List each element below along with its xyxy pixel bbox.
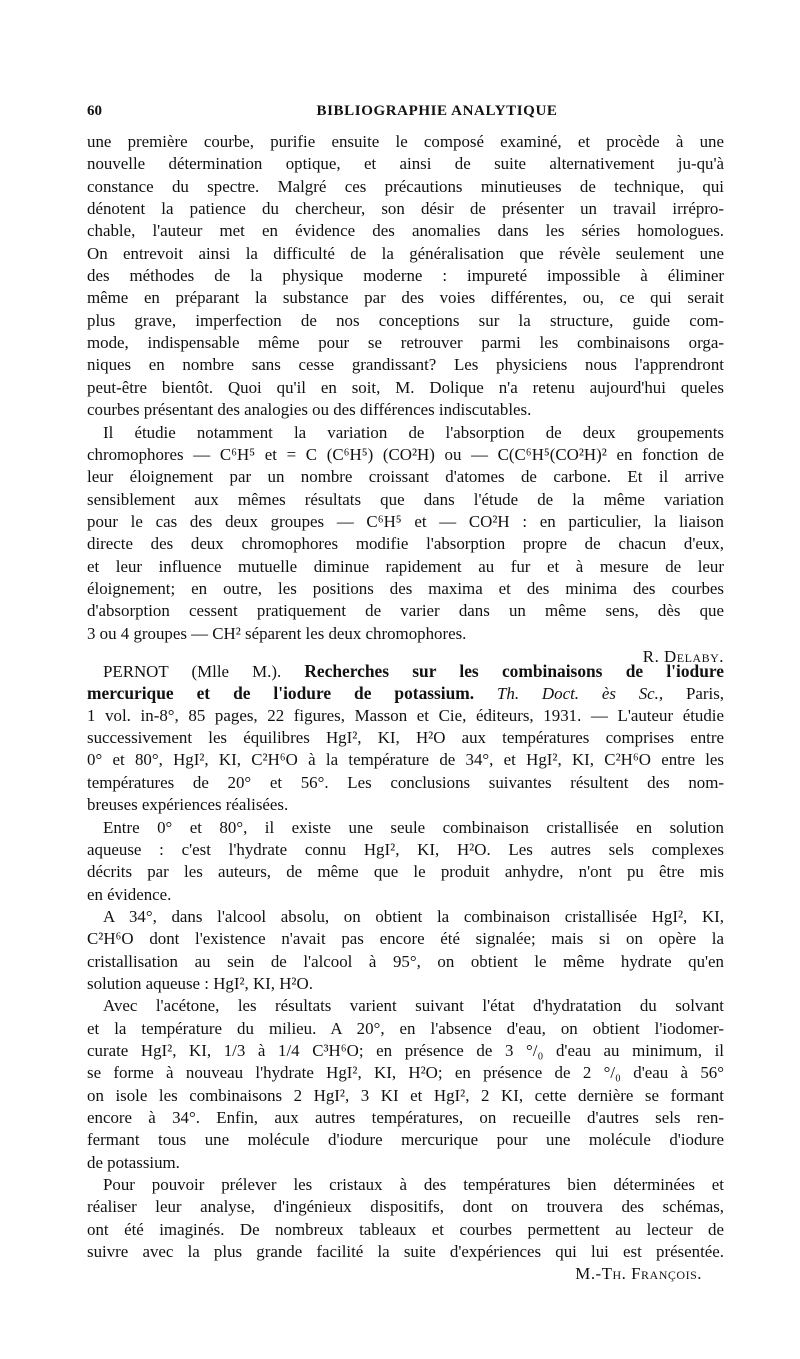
text-line: C²H⁶O dont l'existence n'avait pas encore été signalée; mais si on opère la	[87, 929, 724, 949]
reviewer-signature: R. Delaby.	[642, 647, 724, 666]
text-line: 3 ou 4 groupes — CH² séparent les deux chromophores.	[87, 623, 467, 643]
text-line: on isole les combinaisons 2 HgI², 3 KI et HgI², 2 KI, cette dernière se formant	[87, 1085, 724, 1105]
text-line: breuses expériences réalisées.	[87, 795, 289, 815]
text-line: et la température du milieu. A 20°, en l'absence d'eau, on obtient l'iodomer-	[87, 1018, 724, 1038]
text-line: ont été imaginés. De nombreux tableaux et courbes permettent au lecteur de	[87, 1219, 724, 1239]
text-line: même en préparant la substance par des voies différentes, ou, ce qui serait	[87, 288, 724, 308]
text-line: niques en nombre sans cesse grandissant? Les physiciens nous l'apprendront	[87, 355, 724, 375]
text-line: constance du spectre. Malgré ces précautions minutieuses de technique, qui	[87, 176, 724, 196]
text-line: températures de 20° et 56°. Les conclusions suivantes résultent des nom-	[87, 772, 724, 792]
text-line: Il étudie notamment la variation de l'absorption de deux groupements	[103, 422, 724, 442]
text-line: des méthodes de la physique moderne : impureté impossible à éliminer	[87, 266, 724, 286]
review-title-continued: mercurique et de l'iodure de potassium.	[87, 683, 475, 704]
publication-place: Paris,	[686, 684, 725, 704]
text-line: d'absorption cessent pratiquement de varier dans un même sens, dès que	[87, 601, 724, 621]
review-author: PERNOT (Mlle M.).	[103, 662, 282, 681]
text-line: Avec l'acétone, les résultats varient suivant l'état d'hydratation du solvant	[103, 996, 724, 1016]
citation-line	[87, 660, 724, 682]
text-line: en évidence.	[87, 884, 172, 904]
text-line: Pour pouvoir prélever les cristaux à des températures bien déterminées et	[103, 1175, 724, 1195]
text-line: solution aqueuse : HgI², KI, H²O.	[87, 973, 313, 993]
text-line: A 34°, dans l'alcool absolu, on obtient la combinaison cristallisée HgI², KI,	[103, 906, 724, 926]
text-line: pour le cas des deux groupes — C⁶H⁵ et — CO²H : en particulier, la liaison	[87, 511, 724, 531]
reviewer-signature: M.-Th. François.	[575, 1264, 702, 1284]
review-2-paragraph-2	[87, 817, 724, 906]
text-line: nouvelle détermination optique, et ainsi de suite alternativement ju-qu'à	[87, 154, 724, 174]
text-line: aqueuse : c'est l'hydrate connu HgI², KI, H²O. Les autres sels complexes	[87, 839, 724, 859]
text-line: encore à 34°. Enfin, aux autres températures, on recueille d'autres sels ren-	[87, 1108, 724, 1128]
text-line: se forme à nouveau l'hydrate HgI², KI, H²O; en présence de 2 °/₀ d'eau à 56°	[87, 1063, 724, 1083]
text-line: 0° et 80°, HgI², KI, C²H⁶O à la température de 34°, et HgI², KI, C²H⁶O entre les	[87, 750, 724, 770]
text-line: leur éloignement par un nombre croissant d'atomes de carbone. Et il arrive	[87, 467, 724, 487]
thesis-label: Th. Doct. ès Sc.,	[497, 684, 664, 704]
text-line: suivre avec la plus grande facilité la suite d'expériences qui lui est présentée.	[87, 1242, 724, 1262]
review-1-paragraph-2	[87, 422, 724, 645]
review-2-paragraph-3	[87, 906, 724, 995]
text-line: curate HgI², KI, 1/3 à 1/4 C³H⁶O; en présence de 3 °/₀ d'eau au minimum, il	[87, 1040, 724, 1060]
text-line: peut-être bientôt. Quoi qu'il en soit, M. Dolique n'a retenu aujourd'hui queles	[87, 377, 724, 397]
text-line: 1 vol. in-8°, 85 pages, 22 figures, Masson et Cie, éditeurs, 1931. — L'auteur étudie	[87, 705, 724, 725]
page-number: 60	[87, 103, 102, 119]
text-line: une première courbe, purifie ensuite le composé examiné, et procède à une	[87, 132, 724, 151]
text-line: réaliser leur analyse, d'ingénieux dispositifs, dont on trouvera des schémas,	[87, 1197, 724, 1217]
review-title: Recherches sur les combinaisons de l'iodure	[304, 661, 724, 681]
review-1-paragraph-1	[87, 131, 724, 421]
text-line: sensiblement aux mêmes résultats que dans l'étude de la même variation	[87, 489, 724, 509]
text-line: dénotent la patience du chercheur, son désir de présenter un travail irrépro-	[87, 199, 724, 219]
text-line: fermant tous une molécule d'iodure mercurique pour une molécule d'iodure	[87, 1130, 724, 1150]
review-2-heading-block	[87, 660, 724, 816]
text-line: directe des deux chromophores modifie l'absorption propre de chacun d'eux,	[87, 534, 724, 554]
text-line: mode, indispensable même pour se retrouver parmi les combinaisons orga-	[87, 333, 724, 353]
review-2-paragraph-5	[87, 1174, 724, 1286]
text-line: décrits par les auteurs, de même que le produit anhydre, n'ont pu être mis	[87, 862, 724, 882]
text-line: On entrevoit ainsi la difficulté de la généralisation que révèle seulement une	[87, 243, 724, 263]
text-line: courbes présentant des analogies ou des différences indiscutables.	[87, 400, 532, 420]
text-line: plus grave, imperfection de nos conceptions sur la structure, guide com-	[87, 310, 724, 330]
text-line: cristallisation au sein de l'alcool à 95°, on obtient le même hydrate qu'en	[87, 951, 724, 971]
text-line: chable, l'auteur met en évidence des anomalies dans les séries homologues.	[87, 221, 724, 241]
text-line: Entre 0° et 80°, il existe une seule combinaison cristallisée en solution	[103, 817, 724, 837]
running-title: BIBLIOGRAPHIE ANALYTIQUE	[316, 103, 558, 119]
text-line: chromophores — C⁶H⁵ et = C (C⁶H⁵) (CO²H) ou — C(C⁶H⁵(CO²H)² en fonction de	[87, 444, 724, 464]
text-line: de potassium.	[87, 1152, 180, 1172]
text-line: éloignement; en outre, les positions des maxima et des minima des courbes	[87, 578, 724, 598]
review-2-paragraph-4	[87, 995, 724, 1174]
running-header	[87, 99, 724, 123]
text-line: successivement les équilibres HgI², KI, H²O aux températures comprises entre	[87, 728, 724, 748]
citation-line	[87, 682, 724, 704]
text-line: et leur influence mutuelle diminue rapidement au fur et à mesure de leur	[87, 556, 724, 576]
